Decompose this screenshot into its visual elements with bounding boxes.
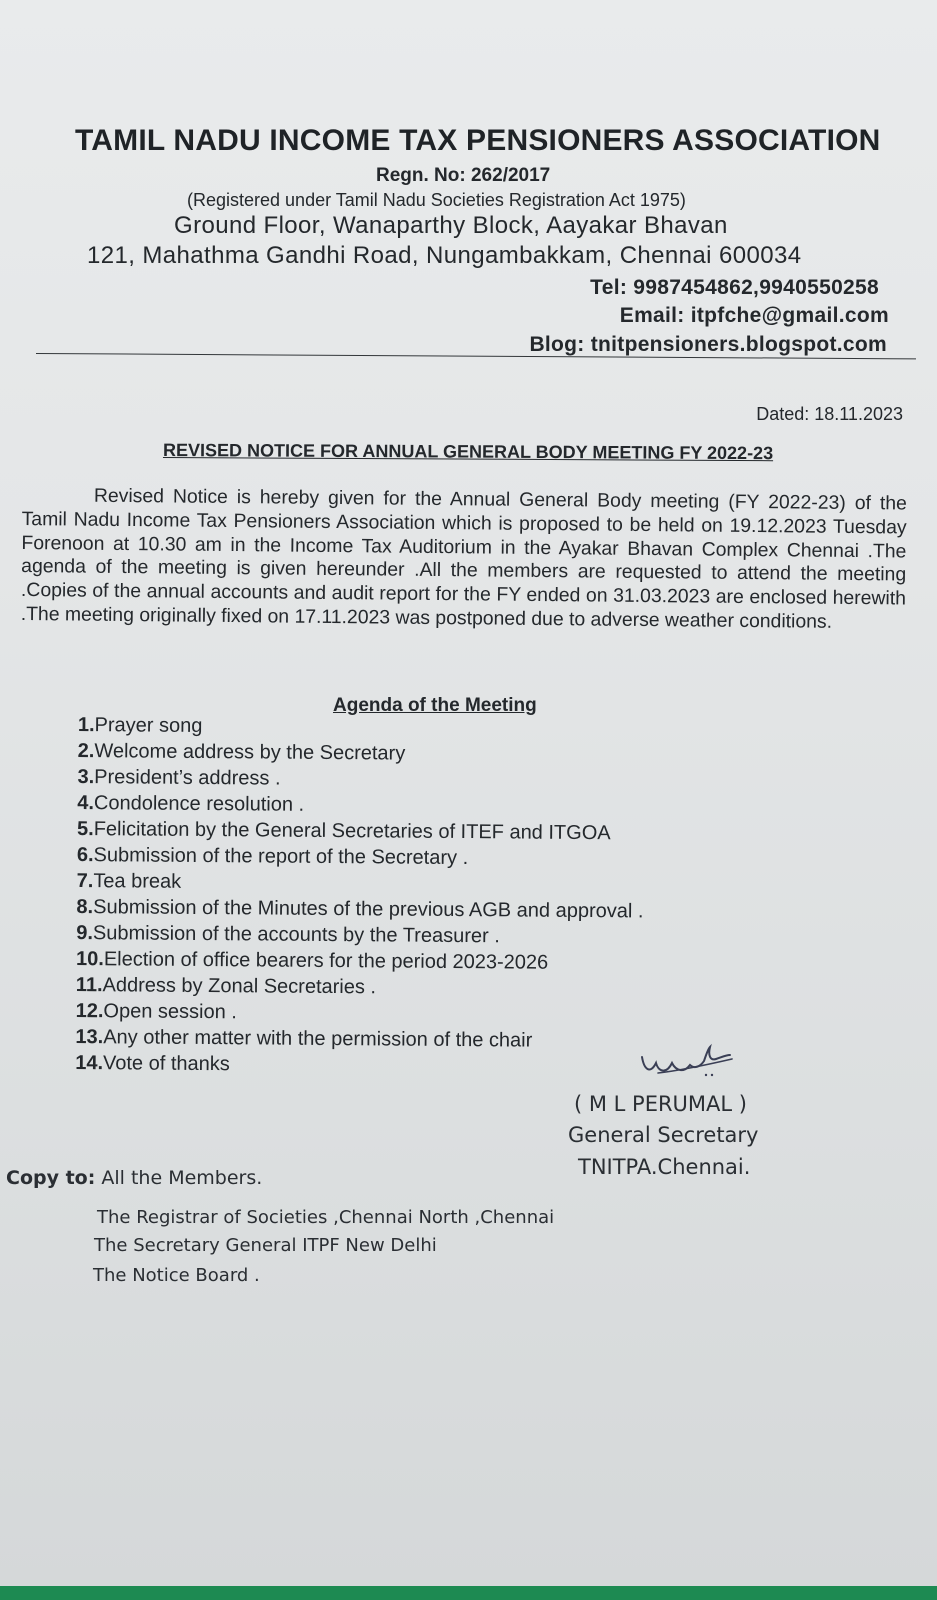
agenda-item-text: President’s address . [94,766,281,790]
copy-to-item: The Notice Board . [93,1265,260,1286]
agenda-item-number: 10. [75,947,104,971]
blog: Blog: tnitpensioners.blogspot.com [529,333,887,356]
notice-body [21,484,907,635]
telephone: Tel: 9987454862,9940550258 [590,276,879,299]
notice-body-text: Revised Notice is hereby given for the Annual General Body meeting (FY 2022-23) of the Tamil Nadu Income Tax Pensioners Association which is proposed to be held on 19.12.2023 Tuesday Forenoon at 10.30 am in the Income Tax Auditorium in the Ayakar Bhavan Complex Chennai .The agenda of the meeting is given hereunder .All the members are requested to attend the meeting .Copies of the annual accounts and audit report for the FY ended on 31.03.2023 are enclosed herewith .The meeting originally fixed on 17.11.2023 was postponed due to adverse weather conditions. [20,484,907,633]
agenda-item-number: 2. [77,739,95,763]
address-line-2: 121, Mahathma Gandhi Road, Nungambakkam, Chennai 600034 [87,242,802,269]
agenda-item-text: Tea break [93,870,182,893]
agenda-item-number: 12. [75,999,104,1023]
agenda-item-number: 11. [75,973,103,997]
background-strip [0,1586,937,1600]
agenda-item-text: Any other matter with the permission of the chair [103,1026,533,1052]
copy-to-item: The Secretary General ITPF New Delhi [94,1235,437,1256]
agenda-item-text: Welcome address by the Secretary [94,740,406,765]
agenda-item-text: Submission of the Minutes of the previous AGB and approval . [93,896,644,923]
agenda-title: Agenda of the Meeting [333,695,537,716]
agenda-item-number: 7. [76,869,94,893]
agenda-item-number: 13. [75,1025,104,1049]
address-line-1: Ground Floor, Wanaparthy Block, Aayakar Bhavan [174,212,728,239]
registration-number: Regn. No: 262/2017 [376,165,551,186]
agenda-item-number: 8. [76,895,94,919]
email: Email: itpfche@gmail.com [619,304,889,327]
signatory-name: ( M L PERUMAL ) [574,1092,747,1116]
org-name: TAMIL NADU INCOME TAX PENSIONERS ASSOCIATION [75,124,881,157]
copy-to-item: The Registrar of Societies ,Chennai North ,Chennai [97,1207,555,1228]
notice-title: REVISED NOTICE FOR ANNUAL GENERAL BODY MEETING FY 2022-23 [162,440,774,464]
copy-to-label: Copy to: [6,1167,96,1189]
agenda-item-text: Submission of the report of the Secretary . [93,844,469,870]
signature-image [636,1035,736,1085]
agenda-item-number: 5. [76,817,94,841]
agenda-item-number: 14. [75,1051,104,1075]
signatory-org: TNITPA.Chennai. [578,1155,751,1179]
agenda-item-text: Open session . [103,1000,237,1024]
agenda-item-text: Condolence resolution . [93,792,305,816]
agenda-item-number: 3. [77,765,95,789]
agenda-item-text: Felicitation by the General Secretaries of ITEF and ITGOA [93,818,611,845]
agenda-item-text: Address by Zonal Secretaries . [102,974,377,999]
agenda-item-number: 1. [77,713,95,737]
agenda-item-text: Prayer song [94,714,203,737]
agenda-item-text: Election of office bearers for the period 2023-2026 [103,948,549,974]
agenda-list [75,712,645,1080]
agenda-item-number: 6. [76,843,94,867]
copy-to-first: All the Members. [95,1167,263,1189]
agenda-item-number: 4. [77,791,95,815]
agenda-item [75,1050,642,1080]
notice-date: Dated: 18.11.2023 [756,404,903,424]
paragraph-indent [22,501,94,502]
signatory-title: General Secretary [568,1123,759,1147]
copy-to [6,1167,262,1189]
agenda-item-number: 9. [76,921,94,945]
agenda-item-text: Submission of the accounts by the Treasurer . [92,922,500,948]
registration-act: (Registered under Tamil Nadu Societies Registration Act 1975) [187,190,686,210]
agenda-item-text: Vote of thanks [102,1052,230,1076]
